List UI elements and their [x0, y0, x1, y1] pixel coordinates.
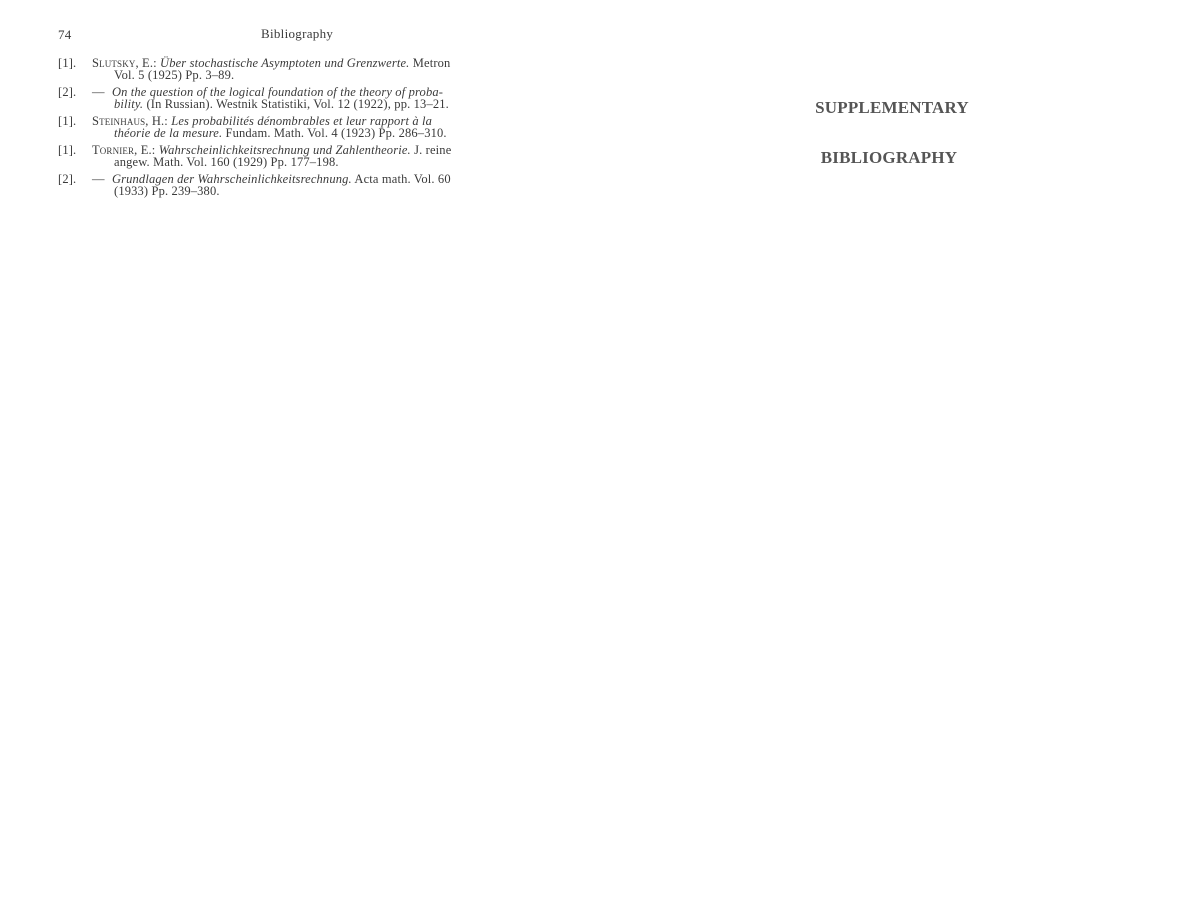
entry-source: (In Russian). Westnik Statistiki, Vol. 12 (1922), pp. 13–21. — [146, 96, 449, 111]
entry-body — [92, 145, 550, 168]
entry-source: Acta math. Vol. 60 — [354, 172, 451, 186]
running-head: Bibliography — [261, 26, 334, 41]
entry-continuation: (1933) Pp. 239–380. — [114, 183, 220, 198]
entry-continuation: Vol. 5 (1925) Pp. 3–89. — [114, 67, 235, 82]
bibliography-entry — [58, 174, 550, 197]
entry-title: Grundlagen der Wahrscheinlichkeitsrechnung. — [111, 172, 352, 186]
bibliography-entry — [58, 87, 550, 110]
entry-title: On the question of the logical foundation of the theory of proba- — [111, 85, 444, 99]
entry-title: Über stochastische Asymptoten und Grenzwerte. — [160, 56, 410, 70]
entry-number: [2]. — [58, 85, 77, 99]
entry-author: Slutsky, E.: — [92, 56, 157, 70]
ditto-dash: — — [92, 85, 105, 99]
entry-title-continuation: théorie de la mesure. — [114, 125, 223, 140]
entry-continuation — [92, 125, 550, 140]
entry-author: Tornier, E.: — [92, 143, 156, 157]
entry-body — [92, 58, 550, 81]
ditto-dash: — — [92, 172, 105, 186]
bibliography-entry — [58, 145, 550, 168]
entry-body — [92, 87, 550, 110]
entry-source: J. reine — [414, 143, 452, 157]
entry-title: Les probabilités dénombrables et leur rapport à la — [171, 114, 433, 128]
bibliography-list — [58, 58, 550, 203]
entry-body — [92, 116, 550, 139]
entry-title: Wahrscheinlichkeitsrechnung und Zahlentheorie. — [158, 143, 411, 157]
bibliography-entry — [58, 58, 550, 81]
bibliography-entry — [58, 116, 550, 139]
entry-number: [1]. — [58, 143, 77, 157]
entry-title-continuation: bility. — [114, 96, 144, 111]
section-heading-supplementary: SUPPLEMENTARY — [815, 98, 969, 117]
page-number: 74 — [58, 27, 72, 42]
entry-continuation: angew. Math. Vol. 160 (1929) Pp. 177–198. — [114, 154, 339, 169]
section-heading-bibliography: BIBLIOGRAPHY — [820, 148, 958, 167]
entry-body — [92, 174, 550, 197]
entry-author: Steinhaus, H.: — [92, 114, 168, 128]
entry-source: Fundam. Math. Vol. 4 (1923) Pp. 286–310. — [225, 125, 447, 140]
entry-number: [1]. — [58, 114, 77, 128]
entry-number: [2]. — [58, 172, 77, 186]
entry-number: [1]. — [58, 56, 77, 70]
entry-source: Metron — [412, 56, 451, 70]
entry-continuation — [92, 96, 550, 111]
